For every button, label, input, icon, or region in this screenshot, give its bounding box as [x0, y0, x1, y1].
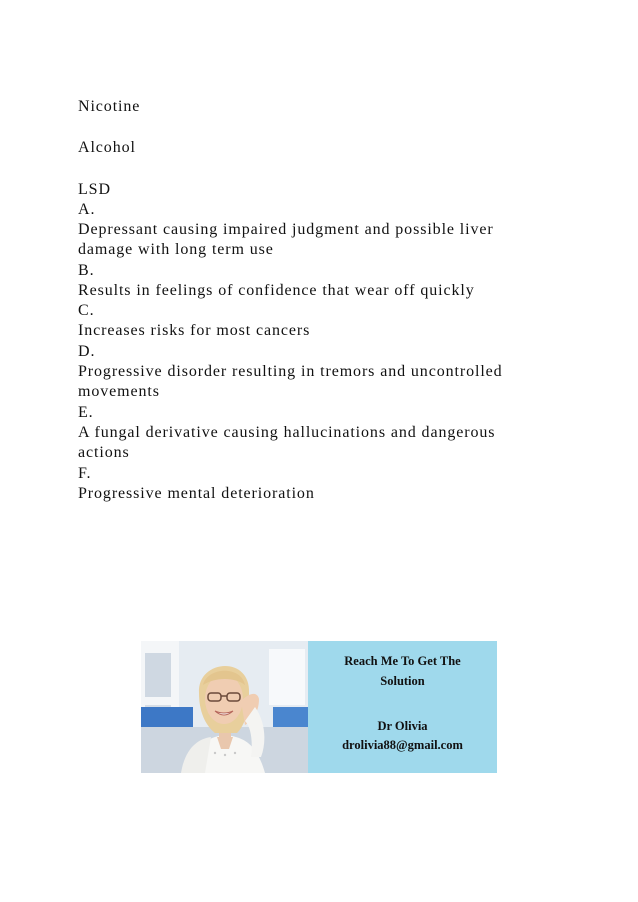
banner-heading-line2: Solution — [380, 674, 425, 688]
option-b-text: Results in feelings of confidence that wear off quickly — [78, 282, 475, 299]
item-alcohol: Alcohol — [78, 139, 136, 156]
option-e-letter: E. — [78, 404, 94, 421]
option-f-letter: F. — [78, 465, 92, 482]
portrait-image — [141, 641, 308, 773]
contact-banner — [141, 641, 497, 773]
option-d-text: Progressive disorder resulting in tremors and uncontrolled movements — [78, 363, 503, 400]
item-nicotine: Nicotine — [78, 98, 141, 115]
contact-panel — [308, 641, 497, 773]
option-d-letter: D. — [78, 343, 96, 360]
option-b-letter: B. — [78, 262, 95, 279]
option-e-text: A fungal derivative causing hallucinations and dangerous actions — [78, 424, 496, 461]
item-lsd: LSD — [78, 181, 111, 198]
option-f-text: Progressive mental deterioration — [78, 485, 315, 502]
banner-heading-line1: Reach Me To Get The — [344, 654, 461, 668]
banner-contact-name: Dr Olivia — [377, 719, 428, 733]
option-a-letter: A. — [78, 201, 96, 218]
option-a-text: Depressant causing impaired judgment and possible liver damage with long term use — [78, 221, 494, 258]
option-c-letter: C. — [78, 302, 95, 319]
woman-portrait-illustration — [141, 641, 308, 773]
option-c-text: Increases risks for most cancers — [78, 322, 311, 339]
banner-contact-email[interactable]: drolivia88@gmail.com — [342, 738, 463, 752]
